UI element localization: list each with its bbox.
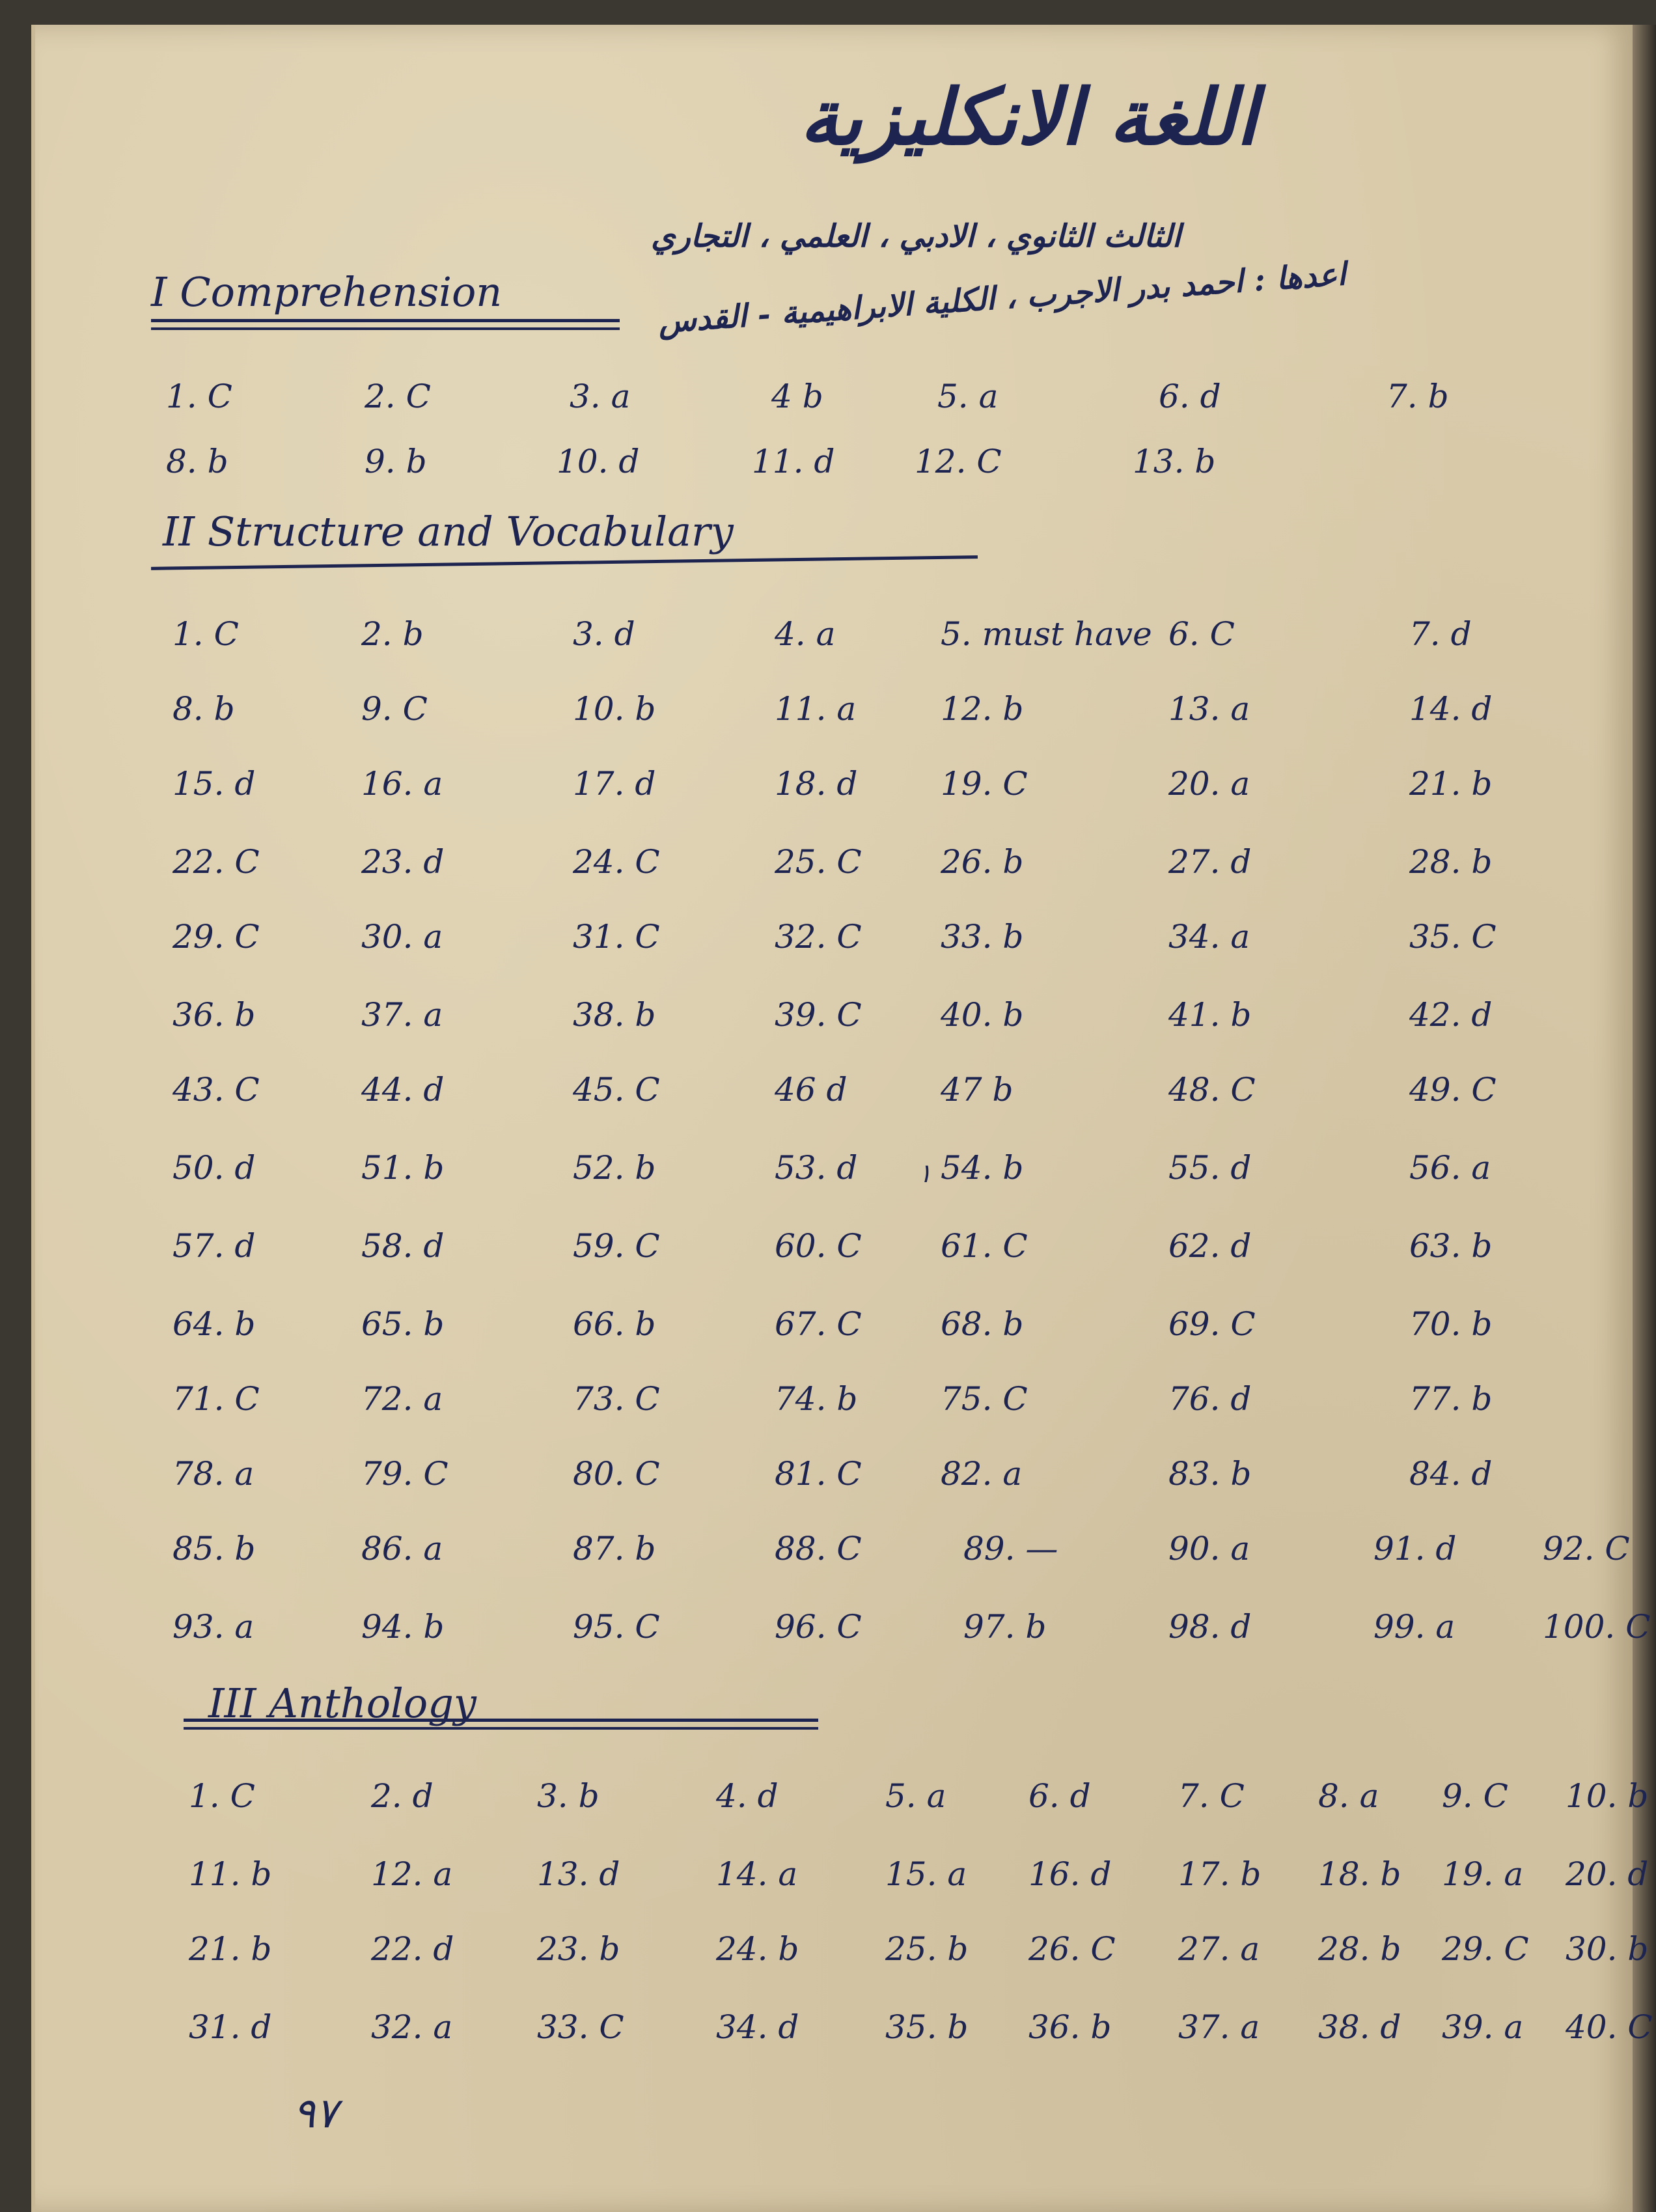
- answer-item: 27. a: [1178, 1930, 1260, 1968]
- answer-item: 9. b: [365, 443, 427, 480]
- answer-item: 6. d: [1028, 1777, 1091, 1815]
- answer-item: 13. d: [537, 1855, 620, 1893]
- answer-item: 67. C: [775, 1305, 862, 1343]
- answer-item: 23. d: [361, 843, 445, 881]
- answer-item: 12. C: [915, 443, 1002, 480]
- answer-item: 47 b: [941, 1071, 1014, 1109]
- answer-item: 15. d: [172, 765, 256, 803]
- answer-item: 51. b: [361, 1149, 445, 1187]
- answer-item: 30. a: [361, 918, 443, 956]
- answer-item: 79. C: [361, 1455, 448, 1493]
- answer-item: 8. b: [172, 690, 235, 728]
- stray-mark: ١: [918, 1159, 932, 1189]
- answer-item: 8. a: [1318, 1777, 1379, 1815]
- answer-item: 65. b: [361, 1305, 445, 1343]
- answer-item: 29. C: [172, 918, 260, 956]
- answer-item: 6. d: [1159, 378, 1221, 415]
- answer-item: 25. C: [775, 843, 862, 881]
- answer-item: 10. d: [557, 443, 640, 480]
- answer-item: 3. d: [573, 615, 635, 653]
- answer-item: 85. b: [172, 1530, 256, 1568]
- answer-item: 56. a: [1409, 1149, 1491, 1187]
- answer-item: 30. b: [1566, 1930, 1649, 1968]
- answer-item: 19. C: [941, 765, 1028, 803]
- answer-item: 21. b: [1409, 765, 1493, 803]
- answer-item: 24. b: [716, 1930, 799, 1968]
- answer-item: 2. C: [365, 378, 431, 415]
- answer-item: 50. d: [172, 1149, 256, 1187]
- answer-item: 87. b: [573, 1530, 656, 1568]
- answer-item: 35. C: [1409, 918, 1497, 956]
- answer-item: 92. C: [1543, 1530, 1630, 1568]
- answer-item: 38. b: [573, 996, 656, 1034]
- answer-item: 39. a: [1442, 2008, 1524, 2046]
- answer-item: 53. d: [775, 1149, 858, 1187]
- answer-item: 43. C: [172, 1071, 260, 1109]
- answer-item: 66. b: [573, 1305, 656, 1343]
- answer-item: 21. b: [189, 1930, 272, 1968]
- answer-item: 5. must have: [941, 615, 1152, 653]
- arabic-subtitle-grades: الثالث الثانوي ، الادبي ، العلمي ، التجاري: [651, 218, 1181, 255]
- answer-item: 75. C: [941, 1380, 1028, 1418]
- answer-item: 96. C: [775, 1608, 862, 1646]
- answer-item: 20. d: [1566, 1855, 1649, 1893]
- answer-item: 6. C: [1168, 615, 1235, 653]
- answer-item: 18. b: [1318, 1855, 1401, 1893]
- answer-item: 1. C: [166, 378, 232, 415]
- answer-item: 93. a: [172, 1608, 255, 1646]
- answer-item: 71. C: [172, 1380, 260, 1418]
- answer-item: 16. d: [1028, 1855, 1112, 1893]
- answer-item: 74. b: [775, 1380, 858, 1418]
- answer-item: 33. b: [941, 918, 1024, 956]
- answer-item: 4. a: [775, 615, 836, 653]
- answer-item: 90. a: [1168, 1530, 1250, 1568]
- answer-item: 44. d: [361, 1071, 445, 1109]
- answer-item: 94. b: [361, 1608, 445, 1646]
- answer-item: 40. b: [941, 996, 1024, 1034]
- answer-item: 76. d: [1168, 1380, 1252, 1418]
- answer-item: 78. a: [172, 1455, 255, 1493]
- answer-item: 58. d: [361, 1227, 445, 1265]
- answer-item: 97. b: [963, 1608, 1047, 1646]
- answer-item: 73. C: [573, 1380, 660, 1418]
- answer-item: 37. a: [361, 996, 443, 1034]
- answer-item: 13. b: [1133, 443, 1216, 480]
- answer-item: 14. a: [716, 1855, 798, 1893]
- answer-item: 98. d: [1168, 1608, 1252, 1646]
- answer-item: 28. b: [1409, 843, 1493, 881]
- answer-item: 88. C: [775, 1530, 862, 1568]
- answer-item: 95. C: [573, 1608, 660, 1646]
- answer-item: 36. b: [172, 996, 256, 1034]
- answer-item: 7. d: [1409, 615, 1472, 653]
- section-title-structure-vocabulary: II Structure and Vocabulary: [163, 508, 734, 555]
- answer-item: 2. d: [371, 1777, 434, 1815]
- answer-item: 72. a: [361, 1380, 443, 1418]
- answer-item: 100. C: [1543, 1608, 1651, 1646]
- answer-item: 61. C: [941, 1227, 1028, 1265]
- answer-item: 37. a: [1178, 2008, 1260, 2046]
- answer-item: 11. a: [775, 690, 857, 728]
- answer-item: 14. d: [1409, 690, 1493, 728]
- answer-item: 57. d: [172, 1227, 256, 1265]
- answer-item: 22. C: [172, 843, 260, 881]
- answer-item: 52. b: [573, 1149, 656, 1187]
- answer-item: 86. a: [361, 1530, 443, 1568]
- answer-item: 69. C: [1168, 1305, 1256, 1343]
- answer-item: 41. b: [1168, 996, 1252, 1034]
- answer-item: 83. b: [1168, 1455, 1252, 1493]
- answer-item: 32. a: [371, 2008, 453, 2046]
- answer-item: 84. d: [1409, 1455, 1493, 1493]
- answer-item: 31. d: [189, 2008, 272, 2046]
- answer-item: 46 d: [775, 1071, 848, 1109]
- answer-item: 81. C: [775, 1455, 862, 1493]
- answer-item: 10. b: [573, 690, 656, 728]
- answer-item: 29. C: [1442, 1930, 1529, 1968]
- answer-item: 24. C: [573, 843, 660, 881]
- answer-item: 5. a: [885, 1777, 946, 1815]
- answer-item: 9. C: [1442, 1777, 1508, 1815]
- answer-item: 48. C: [1168, 1071, 1256, 1109]
- answer-item: 12. a: [371, 1855, 453, 1893]
- answer-item: 1. C: [189, 1777, 255, 1815]
- answer-item: 12. b: [941, 690, 1024, 728]
- answer-item: 7. C: [1178, 1777, 1245, 1815]
- answer-item: 26. C: [1028, 1930, 1116, 1968]
- answer-item: 4 b: [771, 378, 823, 415]
- answer-item: 49. C: [1409, 1071, 1497, 1109]
- answer-item: 10. b: [1566, 1777, 1649, 1815]
- section-underline-comprehension: [151, 319, 620, 330]
- answer-item: 3. b: [537, 1777, 600, 1815]
- answer-item: 16. a: [361, 765, 443, 803]
- answer-item: 60. C: [775, 1227, 862, 1265]
- answer-item: 28. b: [1318, 1930, 1401, 1968]
- answer-item: 3. a: [570, 378, 631, 415]
- answer-item: 2. b: [361, 615, 424, 653]
- answer-item: 22. d: [371, 1930, 454, 1968]
- answer-item: 39. C: [775, 996, 862, 1034]
- answer-item: 25. b: [885, 1930, 969, 1968]
- answer-item: 32. C: [775, 918, 862, 956]
- answer-item: 18. d: [775, 765, 858, 803]
- answer-item: 23. b: [537, 1930, 620, 1968]
- answer-item: 55. d: [1168, 1149, 1252, 1187]
- answer-item: 45. C: [573, 1071, 660, 1109]
- answer-item: 68. b: [941, 1305, 1024, 1343]
- answer-item: 34. d: [716, 2008, 799, 2046]
- answer-item: 4. d: [716, 1777, 779, 1815]
- section-underline-anthology: [184, 1719, 818, 1730]
- answer-item: 13. a: [1168, 690, 1250, 728]
- answer-item: 5. a: [937, 378, 999, 415]
- answer-item: 82. a: [941, 1455, 1023, 1493]
- answer-item: 26. b: [941, 843, 1024, 881]
- answer-item: 20. a: [1168, 765, 1250, 803]
- answer-item: 11. b: [189, 1855, 272, 1893]
- answer-item: 35. b: [885, 2008, 969, 2046]
- answer-item: 40. C: [1566, 2008, 1653, 2046]
- answer-item: 19. a: [1442, 1855, 1524, 1893]
- answer-item: 64. b: [172, 1305, 256, 1343]
- answer-item: 99. a: [1373, 1608, 1456, 1646]
- answer-item: 70. b: [1409, 1305, 1493, 1343]
- section-title-comprehension: I Comprehension: [151, 268, 503, 316]
- answer-item: 62. d: [1168, 1227, 1252, 1265]
- answer-item: 91. d: [1373, 1530, 1457, 1568]
- answer-item: 8. b: [166, 443, 228, 480]
- answer-item: 36. b: [1028, 2008, 1112, 2046]
- arabic-subtitle-author: اعدها : احمد بدر الاجرب ، الكلية الابراهيمية - القدس: [657, 256, 1347, 340]
- answer-item: 89. —: [963, 1530, 1058, 1568]
- answer-item: 80. C: [573, 1455, 660, 1493]
- answer-item: 63. b: [1409, 1227, 1493, 1265]
- section-title-anthology: III Anthology: [208, 1680, 476, 1727]
- answer-item: 1. C: [172, 615, 239, 653]
- answer-item: 38. d: [1318, 2008, 1401, 2046]
- answer-item: 7. b: [1387, 378, 1449, 415]
- answer-item: 11. d: [752, 443, 835, 480]
- arabic-title: اللغة الانكليزية: [799, 72, 1258, 162]
- answer-item: 15. a: [885, 1855, 967, 1893]
- answer-item: 54. b: [941, 1149, 1024, 1187]
- answer-item: 9. C: [361, 690, 428, 728]
- answer-item: 17. d: [573, 765, 656, 803]
- answer-item: 33. C: [537, 2008, 624, 2046]
- answer-item: 42. d: [1409, 996, 1493, 1034]
- answer-item: 77. b: [1409, 1380, 1493, 1418]
- answer-item: 59. C: [573, 1227, 660, 1265]
- answer-item: 27. d: [1168, 843, 1252, 881]
- answer-item: 31. C: [573, 918, 660, 956]
- answer-item: 17. b: [1178, 1855, 1262, 1893]
- page-number: ٩٧: [293, 2090, 338, 2138]
- answer-item: 34. a: [1168, 918, 1250, 956]
